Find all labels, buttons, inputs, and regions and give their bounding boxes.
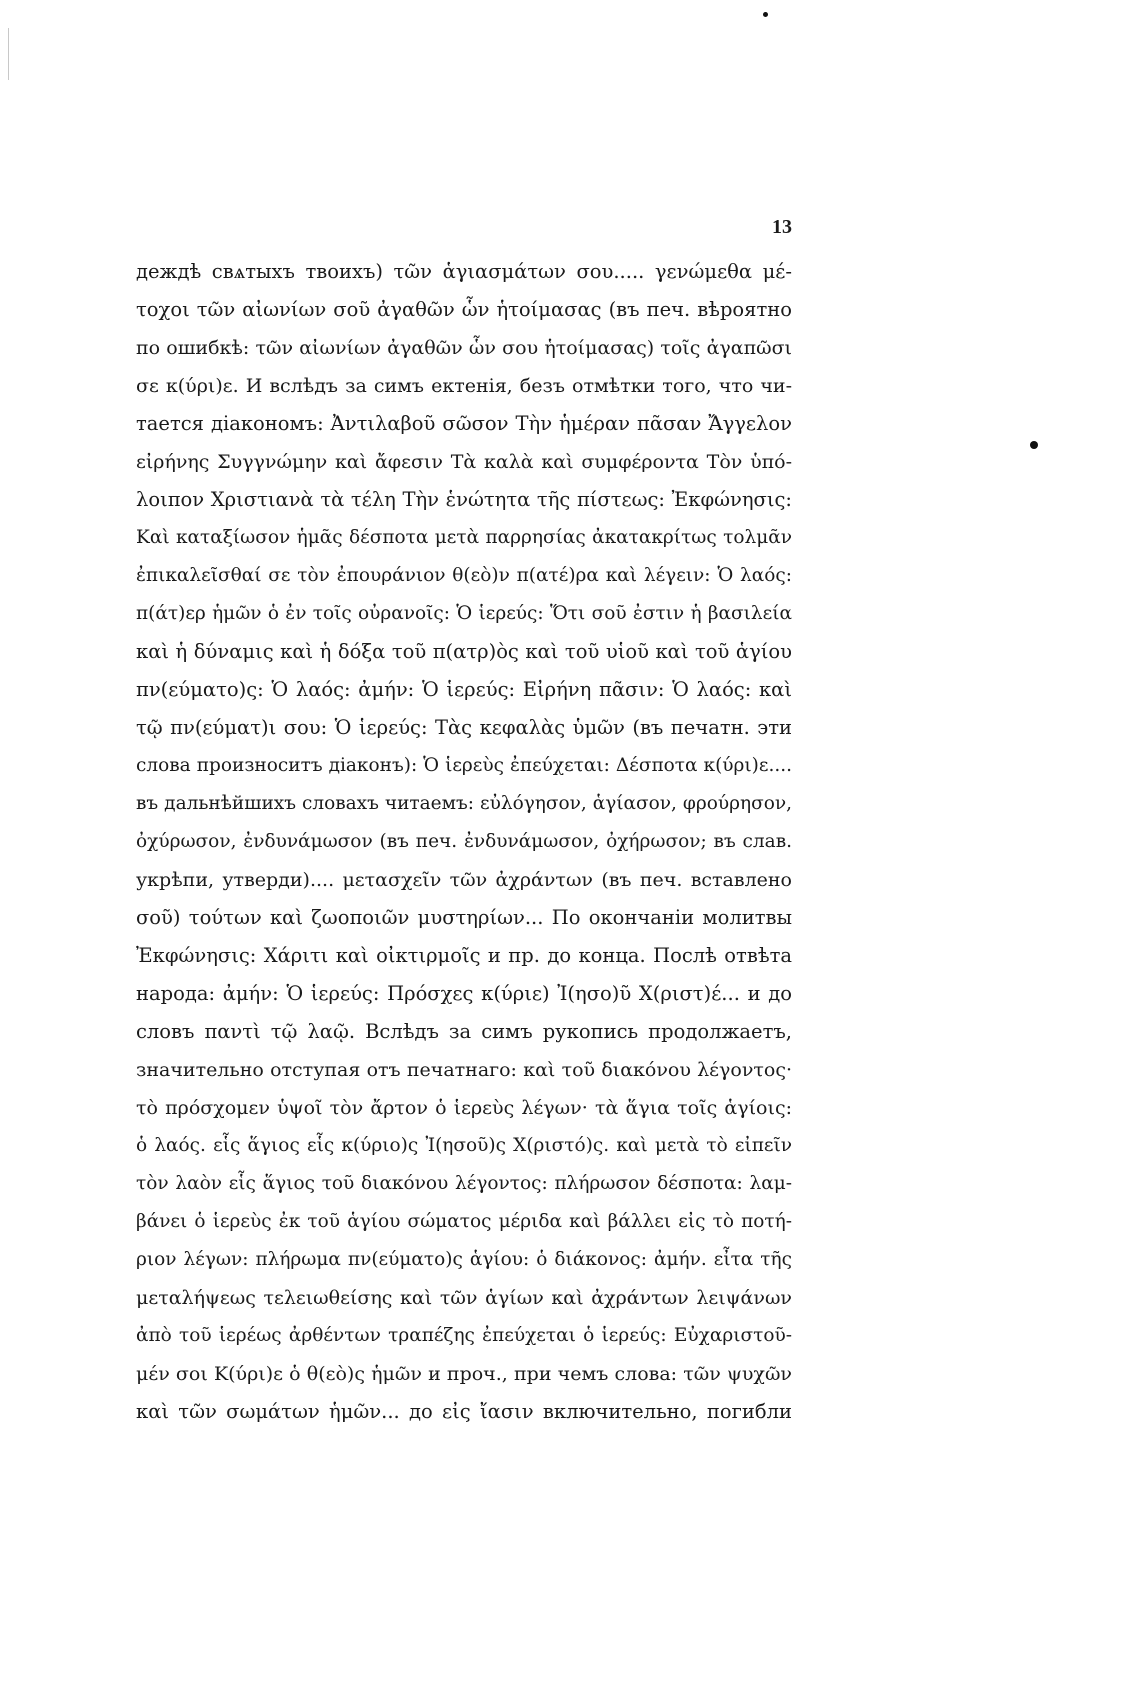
text-line: значительно отступая отъ печатнаго: καὶ τοῦ διακόνου λέγοντος· xyxy=(136,1059,792,1081)
text-line: въ дальнѣйшихъ словахъ читаемъ: εὐλόγησον, ἁγίασον, φρούρησον, xyxy=(136,793,792,814)
text-line: Καὶ καταξίωσον ἡμᾶς δέσποτα μετὰ παρρησίας ἀκατακρίτως τολμᾶν xyxy=(136,527,792,548)
text-line: τῷ πν(εύματ)ι σου: Ὁ ἱερεύς: Τὰς κεφαλὰς ὑμῶν (въ печатн. эти xyxy=(136,716,792,739)
ink-speck-margin xyxy=(1030,441,1038,449)
text-line: λοιπον Χριστιανὰ τὰ τέλη Τὴν ἑνώτητα τῆς πίστεως: Ἐκφώνησις: xyxy=(136,488,792,511)
text-line: μέν σοι Κ(ύρι)ε ὁ θ(εὸ)ς ἡμῶν и проч., при чемъ слова: τῶν ψυχῶν xyxy=(136,1363,792,1385)
text-line: ὀχύρωσον, ἐνδυνάμωσον (въ печ. ἐνδυνάμωσον, ὀχήρωσον; въ слав. xyxy=(136,831,792,852)
text-line: словъ παντὶ τῷ λαῷ. Вслѣдъ за симъ рукопись продолжаетъ, xyxy=(136,1020,792,1043)
text-line: Ἐκφώνησις: Χάριτι καὶ οἰκτιρμοῖς и пр. до конца. Послѣ отвѣта xyxy=(136,944,792,967)
text-line: σε κ(ύρι)ε. И вслѣдъ за симъ ектенія, безъ отмѣтки того, что чи- xyxy=(136,375,792,397)
text-line: μεταλήψεως τελειωθείσης καὶ τῶν ἁγίων καὶ ἀχράντων λειψάνων xyxy=(136,1287,792,1309)
text-line: ὁ λαός. εἷς ἅγιος εἷς κ(ύριο)ς Ἰ(ησοῦ)ς Χ(ριστό)ς. καὶ μετὰ τὸ εἰπεῖν xyxy=(136,1135,792,1156)
text-line: укрѣпи, утверди).... μετασχεῖν τῶν ἀχράντων (въ печ. вставлено xyxy=(136,869,792,891)
text-line: σοῦ) τούτων καὶ ζωοποιῶν μυστηρίων... По окончаніи молитвы xyxy=(136,906,792,929)
text-line: деждѣ свѧтыхъ твоихъ) τῶν ἁγιασμάτων σου..... γενώμεθα μέ- xyxy=(136,260,792,283)
page-number: 13 xyxy=(772,216,792,238)
ink-speck-top xyxy=(763,12,768,17)
text-line: тается діакономъ: Ἀντιλαβοῦ σῶσον Τὴν ἡμέραν πᾶσαν Ἄγγελον xyxy=(136,412,792,435)
text-line: τὸ πρόσχομεν ὑψοῖ τὸν ἄρτον ὁ ἱερεὺς λέγων· τὰ ἅγια τοῖς ἁγίοις: xyxy=(136,1097,792,1119)
text-line: ἐπικαλεῖσθαί σε τὸν ἐπουράνιον θ(εὸ)ν π(ατέ)ρα καὶ λέγειν: Ὁ λαός: xyxy=(136,565,792,586)
text-line: народа: ἀμήν: Ὁ ἱερεύς: Πρόσχες κ(ύριε) Ἰ(ησο)ῦ Χ(ριστ)έ... и до xyxy=(136,982,792,1005)
text-line: ριον λέγων: πλήρωμα πν(εύματο)ς ἁγίου: ὁ διάκονος: ἀμήν. εἶτα τῆς xyxy=(136,1249,792,1270)
text-line: εἰρήνης Συγγνώμην καὶ ἄφεσιν Τὰ καλὰ καὶ συμφέροντα Τὸν ὑπό- xyxy=(136,451,792,473)
text-line: ἀπὸ τοῦ ἱερέως ἀρθέντων τραπέζης ἐπεύχεται ὁ ἱερεύς: Εὐχαριστοῦ- xyxy=(136,1325,792,1346)
text-line: πν(εύματο)ς: Ὁ λαός: ἀμήν: Ὁ ἱερεύς: Εἰρήνη πᾶσιν: Ὁ λαός: καὶ xyxy=(136,678,792,701)
text-line: π(άτ)ερ ἡμῶν ὁ ἐν τοῖς οὐρανοῖς: Ὁ ἱερεύς: Ὅτι σοῦ ἐστιν ἡ βασιλεία xyxy=(136,603,792,624)
text-line: по ошибкѣ: τῶν αἰωνίων ἀγαθῶν ὧν σου ἡτοίμασας) τοῖς ἀγαπῶσι xyxy=(136,337,792,359)
body-text xyxy=(136,253,792,1431)
scan-edge-mark xyxy=(8,28,9,80)
text-line: слова произноситъ діаконъ): Ὁ ἱερεὺς ἐπεύχεται: Δέσποτα κ(ύρι)ε.... xyxy=(136,755,792,776)
text-line: τοχοι τῶν αἰωνίων σοῦ ἀγαθῶν ὧν ἡτοίμασας (въ печ. вѣроятно xyxy=(136,298,792,321)
text-line: καὶ τῶν σωμάτων ἡμῶν... до εἰς ἴασιν включительно, погибли xyxy=(136,1400,792,1423)
text-line: τὸν λαὸν εἷς ἅγιος τοῦ διακόνου λέγοντος: πλήρωσον δέσποτα: λαμ- xyxy=(136,1173,792,1194)
text-line: καὶ ἡ δύναμις καὶ ἡ δόξα τοῦ π(ατρ)ὸς καὶ τοῦ υἱοῦ καὶ τοῦ ἁγίου xyxy=(136,640,792,663)
text-line: βάνει ὁ ἱερεὺς ἐκ τοῦ ἁγίου σώματος μέριδα καὶ βάλλει εἰς τὸ ποτή- xyxy=(136,1211,792,1232)
